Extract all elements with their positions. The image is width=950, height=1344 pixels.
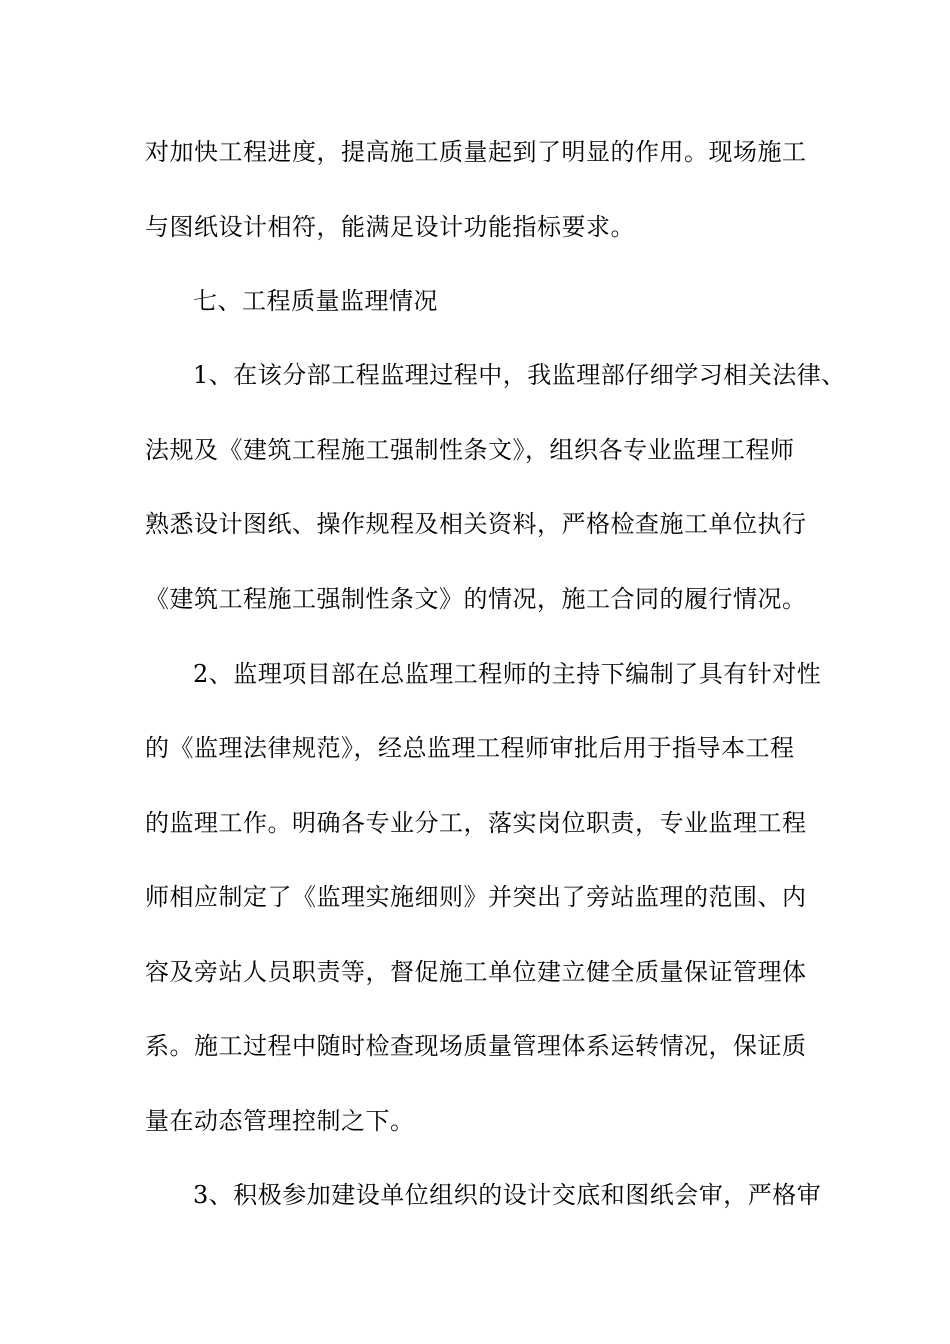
- section-heading: 七、工程质量监理情况: [193, 287, 438, 315]
- text-line: 系。施工过程中随时检查现场质量管理体系运转情况，保证质: [145, 1032, 807, 1060]
- text-line: 与图纸设计相符，能满足设计功能指标要求。: [145, 213, 635, 241]
- text-line: 师相应制定了《监理实施细则》并突出了旁站监理的范围、内: [145, 883, 807, 911]
- text-line: 1、在该分部工程监理过程中，我监理部仔细学习相关法律、: [193, 361, 846, 389]
- text-line: 对加快工程进度，提高施工质量起到了明显的作用。现场施工: [145, 138, 807, 166]
- text-line: 《建筑工程施工强制性条文》的情况，施工合同的履行情况。: [145, 585, 807, 613]
- text-line: 3、积极参加建设单位组织的设计交底和图纸会审，严格审: [193, 1181, 822, 1209]
- text-line: 量在动态管理控制之下。: [145, 1107, 415, 1135]
- text-line: 2、监理项目部在总监理工程师的主持下编制了具有针对性: [193, 660, 822, 688]
- text-line: 的监理工作。明确各专业分工，落实岗位职责，专业监理工程: [145, 809, 807, 837]
- text-line: 的《监理法律规范》，经总监理工程师审批后用于指导本工程: [145, 734, 795, 762]
- text-line: 法规及《建筑工程施工强制性条文》，组织各专业监理工程师: [145, 436, 795, 464]
- text-line: 容及旁站人员职责等，督促施工单位建立健全质量保证管理体: [145, 958, 807, 986]
- text-line: 熟悉设计图纸、操作规程及相关资料，严格检查施工单位执行: [145, 510, 807, 538]
